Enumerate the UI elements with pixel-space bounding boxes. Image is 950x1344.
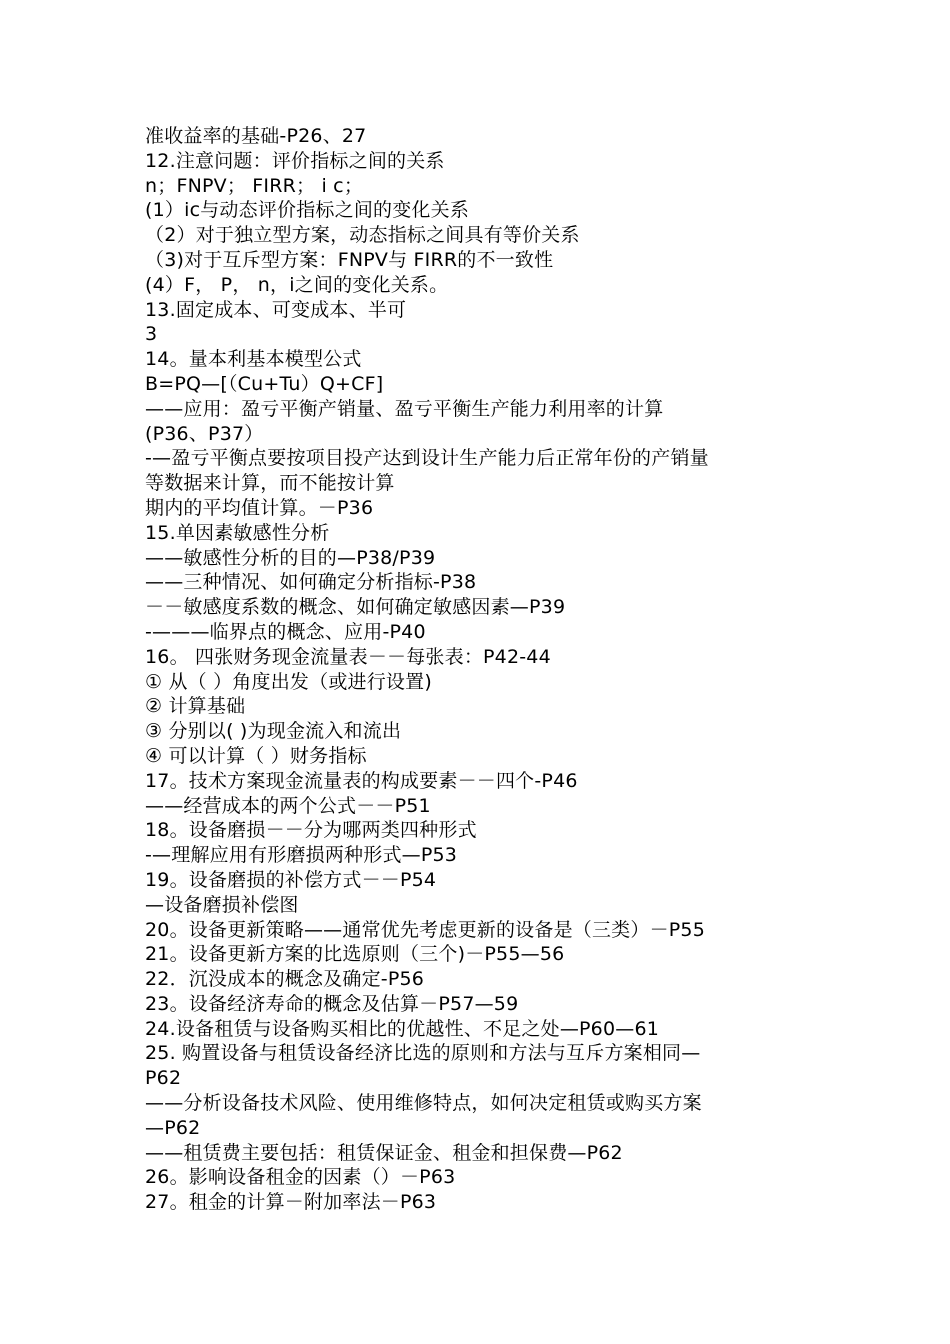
text-line: (4）F， P， n，i之间的变化关系。 — [145, 273, 449, 296]
text-line: -———临界点的概念、应用-P40 — [145, 620, 426, 643]
text-line: ④ 可以计算（ ）财务指标 — [145, 744, 367, 767]
text-line: ——分析设备技术风险、使用维修特点，如何决定租赁或购买方案 — [145, 1092, 702, 1115]
text-line: 21。设备更新方案的比选原则（三个)－P55—56 — [145, 943, 565, 966]
text-line: 15.单因素敏感性分析 — [145, 521, 330, 544]
text-line: ——应用：盈亏平衡产销量、盈亏平衡生产能力利用率的计算 — [145, 397, 664, 420]
text-line: 23。设备经济寿命的概念及估算－P57—59 — [145, 992, 519, 1015]
text-line: 25. 购置设备与租赁设备经济比选的原则和方法与互斥方案相同— — [145, 1042, 701, 1065]
text-line: -—理解应用有形磨损两种形式—P53 — [145, 844, 458, 867]
text-line: 19。设备磨损的补偿方式－－P54 — [145, 868, 437, 891]
text-line: 13.固定成本、可变成本、半可 — [145, 298, 407, 321]
text-line: ——三种情况、如何确定分析指标-P38 — [145, 571, 477, 594]
text-line: ① 从（ ）角度出发（或进行设置) — [145, 670, 432, 693]
text-line: 准收益率的基础-P26、27 — [145, 125, 367, 147]
text-line: n；FNPV； FIRR； i c； — [145, 174, 364, 197]
text-line: —设备磨损补偿图 — [145, 893, 299, 916]
text-line: —P62 — [145, 1116, 201, 1139]
text-line: 18。设备磨损－－分为哪两类四种形式 — [145, 819, 477, 842]
text-line: (P36、P37） — [145, 422, 264, 445]
document-body — [145, 124, 825, 1215]
text-line: （2）对于独立型方案，动态指标之间具有等价关系 — [145, 224, 580, 247]
text-line: 14。量本利基本模型公式 — [145, 348, 362, 371]
text-line: P62 — [145, 1067, 182, 1090]
text-line: 等数据来计算，而不能按计算 — [145, 472, 395, 495]
text-line: ② 计算基础 — [145, 695, 246, 718]
text-line: -—盈亏平衡点要按项目投产达到设计生产能力后正常年份的产销量 — [145, 447, 709, 470]
text-line: B=PQ—[（Cu+Tu）Q+CF] — [145, 372, 384, 395]
text-line: ——租赁费主要包括：租赁保证金、租金和担保费—P62 — [145, 1141, 623, 1164]
text-line: 22．沉没成本的概念及确定-P56 — [145, 968, 425, 991]
text-line: ——敏感性分析的目的—P38/P39 — [145, 546, 436, 569]
text-line: 期内的平均值计算。－P36 — [145, 496, 374, 519]
text-line: 3 — [145, 323, 158, 346]
text-line: 24.设备租赁与设备购买相比的优越性、不足之处—P60—61 — [145, 1017, 660, 1040]
text-line: 27。租金的计算－附加率法－P63 — [145, 1191, 437, 1214]
text-line: 12.注意问题：评价指标之间的关系 — [145, 149, 445, 172]
text-line: （3)对于互斥型方案：FNPV与 FIRR的不一致性 — [145, 248, 554, 271]
text-line: ③ 分别以( )为现金流入和流出 — [145, 720, 402, 743]
text-line: 16。 四张财务现金流量表－－每张表：P42-44 — [145, 645, 551, 668]
text-line: －－敏感度系数的概念、如何确定敏感因素—P39 — [145, 596, 566, 619]
text-line: 26。影响设备租金的因素（）－P63 — [145, 1166, 456, 1189]
text-line: ——经营成本的两个公式－－P51 — [145, 794, 431, 817]
text-line: 17。技术方案现金流量表的构成要素－－四个-P46 — [145, 769, 578, 792]
text-line: 20。设备更新策略——通常优先考虑更新的设备是（三类）－P55 — [145, 918, 706, 941]
text-line: (1）ic与动态评价指标之间的变化关系 — [145, 199, 470, 222]
